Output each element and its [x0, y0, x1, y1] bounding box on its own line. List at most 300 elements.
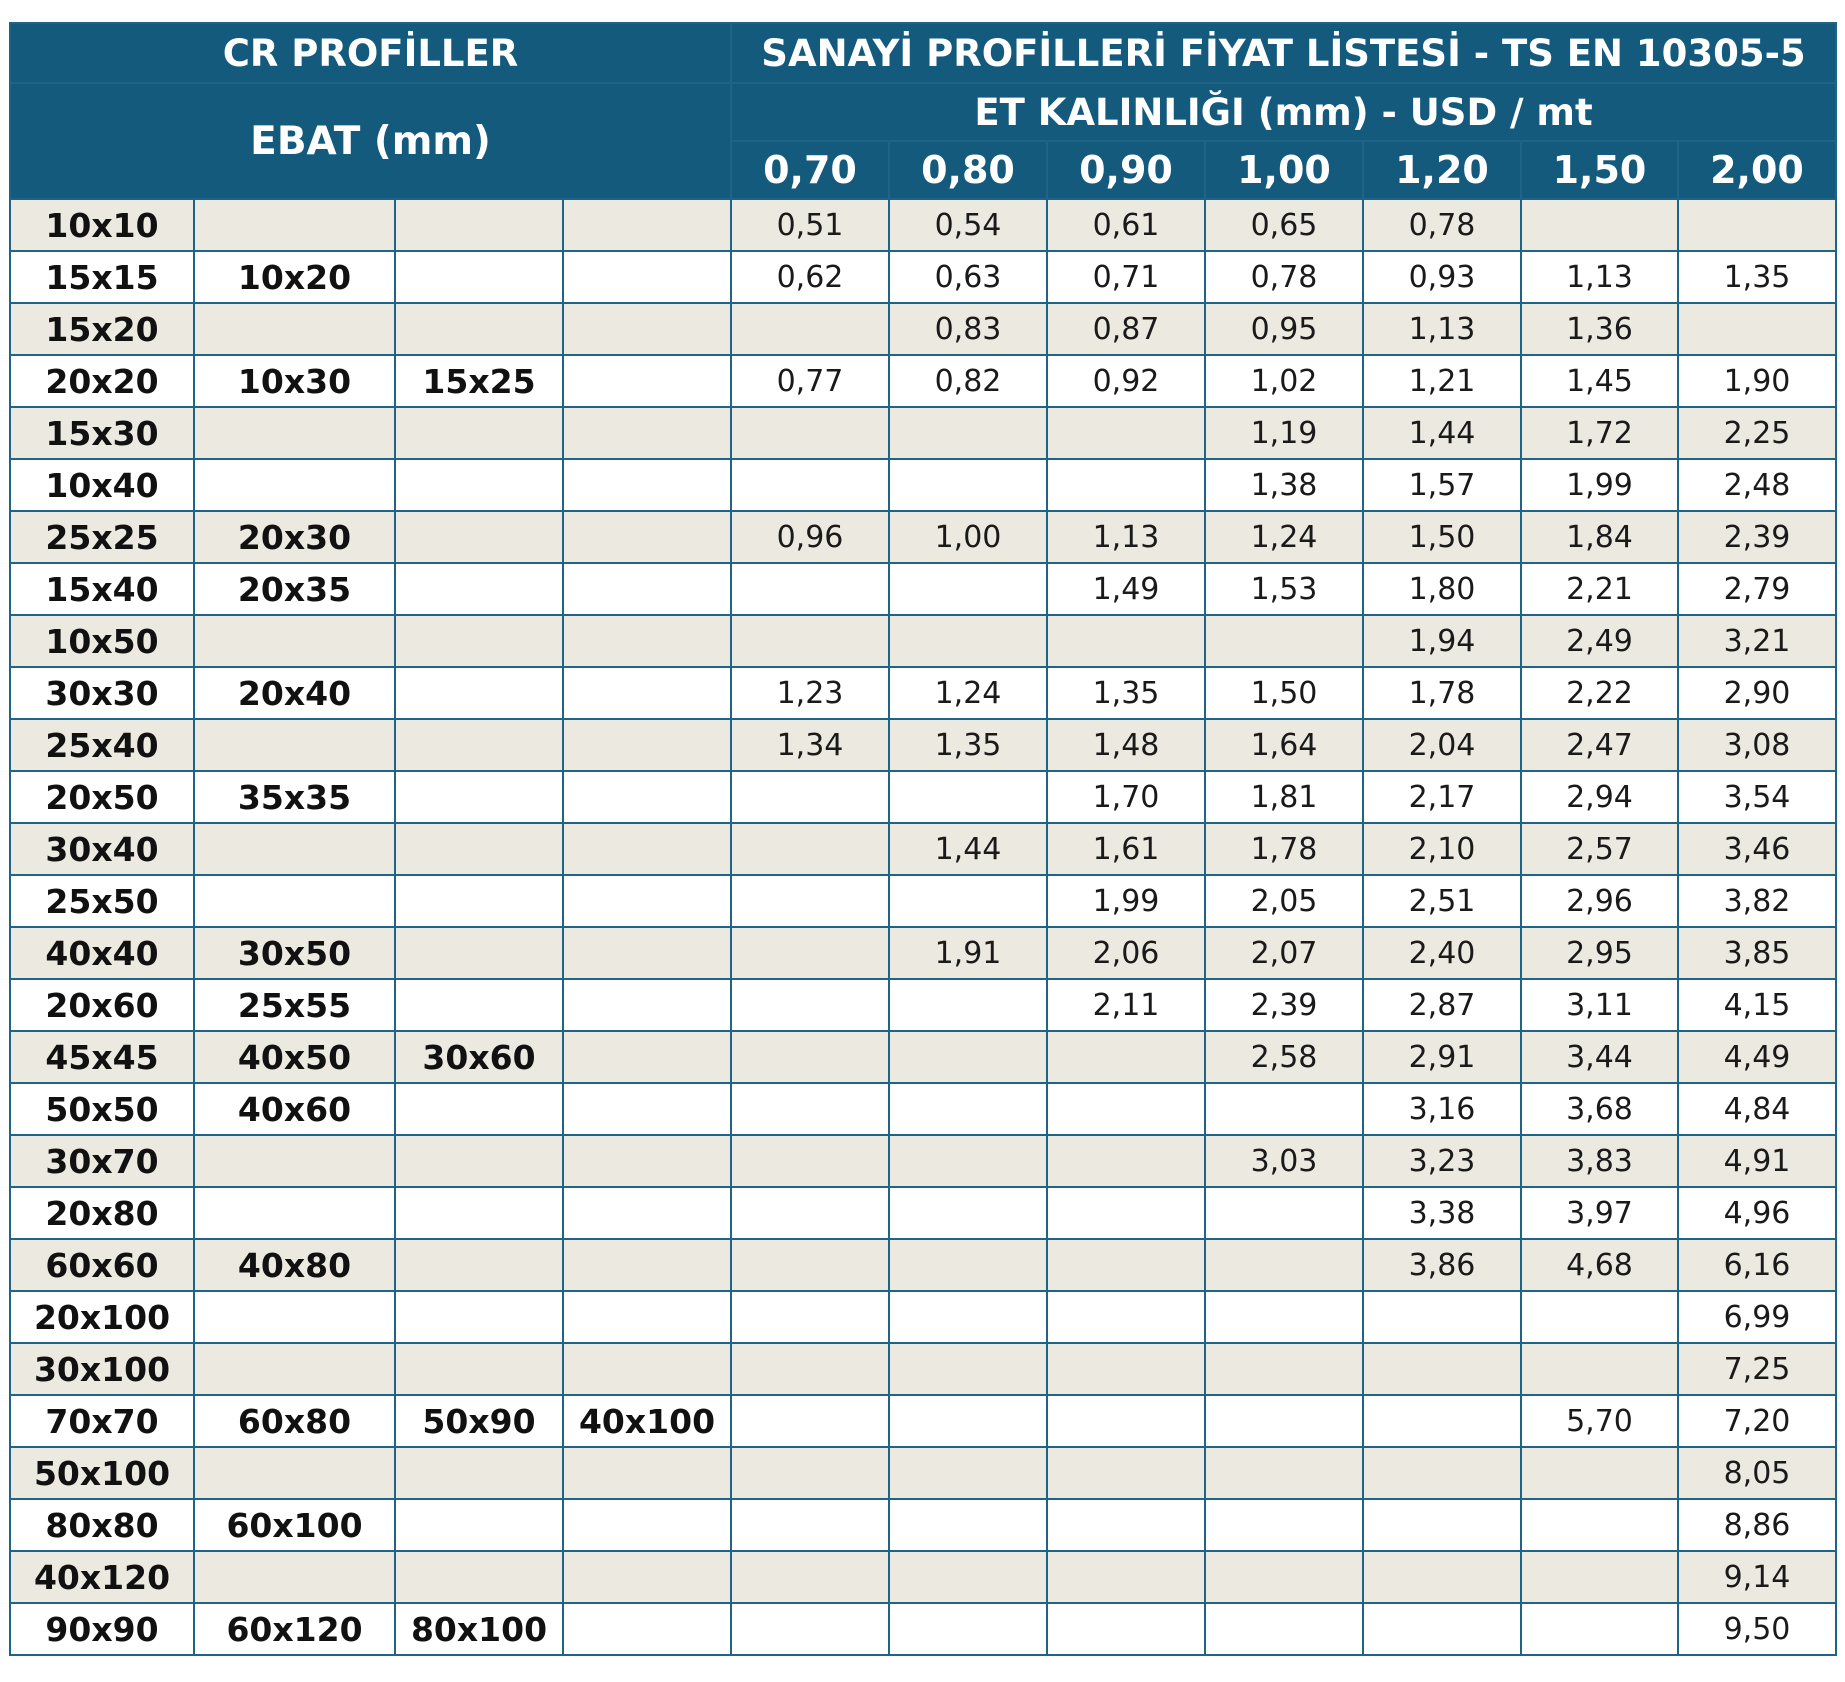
price-cell [1047, 615, 1205, 667]
price-cell: 3,03 [1205, 1135, 1363, 1187]
price-cell [1047, 407, 1205, 459]
size-cell [563, 511, 731, 563]
table-row [10, 927, 1836, 979]
table-row [10, 1239, 1836, 1291]
price-cell: 0,61 [1047, 199, 1205, 251]
price-cell [1363, 1551, 1521, 1603]
price-cell: 2,47 [1521, 719, 1678, 771]
size-cell [563, 615, 731, 667]
price-cell [731, 563, 889, 615]
price-cell: 1,24 [889, 667, 1047, 719]
price-cell [731, 875, 889, 927]
price-cell: 2,95 [1521, 927, 1678, 979]
price-cell: 1,91 [889, 927, 1047, 979]
price-cell: 1,84 [1521, 511, 1678, 563]
price-cell: 2,79 [1678, 563, 1836, 615]
table-row [10, 563, 1836, 615]
size-cell [563, 1551, 731, 1603]
size-cell: 20x30 [194, 511, 395, 563]
price-cell [889, 1291, 1047, 1343]
size-cell [194, 1187, 395, 1239]
table-row [10, 199, 1836, 251]
price-cell [1205, 1083, 1363, 1135]
size-cell: 20x80 [10, 1187, 194, 1239]
price-cell: 2,58 [1205, 1031, 1363, 1083]
price-cell: 1,94 [1363, 615, 1521, 667]
price-cell [731, 979, 889, 1031]
price-cell: 1,90 [1678, 355, 1836, 407]
price-cell [1047, 1447, 1205, 1499]
price-cell [1363, 1343, 1521, 1395]
price-cell: 1,21 [1363, 355, 1521, 407]
price-cell: 2,06 [1047, 927, 1205, 979]
price-cell [889, 1603, 1047, 1655]
size-cell [395, 459, 563, 511]
price-cell: 3,44 [1521, 1031, 1678, 1083]
price-cell: 3,11 [1521, 979, 1678, 1031]
price-cell: 1,81 [1205, 771, 1363, 823]
table-row [10, 1551, 1836, 1603]
price-cell: 0,63 [889, 251, 1047, 303]
price-cell [731, 459, 889, 511]
price-cell [1047, 1551, 1205, 1603]
size-cell: 20x100 [10, 1291, 194, 1343]
price-cell [1047, 1031, 1205, 1083]
price-cell: 1,23 [731, 667, 889, 719]
price-cell: 3,16 [1363, 1083, 1521, 1135]
size-cell: 30x50 [194, 927, 395, 979]
price-cell: 2,87 [1363, 979, 1521, 1031]
size-cell: 10x20 [194, 251, 395, 303]
price-cell: 1,45 [1521, 355, 1678, 407]
price-cell [1363, 1291, 1521, 1343]
size-cell: 15x40 [10, 563, 194, 615]
size-cell [395, 1083, 563, 1135]
price-cell [889, 979, 1047, 1031]
size-cell [194, 199, 395, 251]
price-cell: 0,51 [731, 199, 889, 251]
price-cell: 7,25 [1678, 1343, 1836, 1395]
price-cell: 2,39 [1205, 979, 1363, 1031]
size-cell [563, 459, 731, 511]
size-cell [194, 1135, 395, 1187]
price-cell: 4,15 [1678, 979, 1836, 1031]
price-cell: 1,80 [1363, 563, 1521, 615]
table-row [10, 979, 1836, 1031]
size-cell: 40x40 [10, 927, 194, 979]
table-row [10, 511, 1836, 563]
price-cell: 1,36 [1521, 303, 1678, 355]
price-cell: 1,50 [1363, 511, 1521, 563]
price-cell [1363, 1603, 1521, 1655]
table-row [10, 823, 1836, 875]
price-cell [1047, 1135, 1205, 1187]
price-cell [1678, 303, 1836, 355]
price-cell [1363, 1395, 1521, 1447]
price-cell: 1,00 [889, 511, 1047, 563]
size-cell: 15x30 [10, 407, 194, 459]
price-cell [731, 1135, 889, 1187]
table-row [10, 1135, 1836, 1187]
size-cell: 30x30 [10, 667, 194, 719]
size-cell [563, 1031, 731, 1083]
size-cell [194, 407, 395, 459]
thickness-col-header: 0,70 [731, 141, 889, 199]
price-cell: 3,68 [1521, 1083, 1678, 1135]
price-cell: 1,44 [889, 823, 1047, 875]
price-cell: 8,05 [1678, 1447, 1836, 1499]
price-cell: 1,72 [1521, 407, 1678, 459]
size-cell [563, 875, 731, 927]
size-cell [563, 199, 731, 251]
price-list-table [9, 22, 1837, 1656]
price-cell [889, 407, 1047, 459]
thickness-col-header: 1,20 [1363, 141, 1521, 199]
price-cell [1521, 1447, 1678, 1499]
ebat-header: EBAT (mm) [10, 83, 731, 199]
price-cell [889, 1187, 1047, 1239]
price-cell [1047, 1291, 1205, 1343]
price-cell [1521, 1551, 1678, 1603]
price-cell: 0,82 [889, 355, 1047, 407]
price-cell [731, 771, 889, 823]
thickness-col-header: 1,00 [1205, 141, 1363, 199]
price-cell: 1,24 [1205, 511, 1363, 563]
size-cell [563, 355, 731, 407]
price-cell: 3,08 [1678, 719, 1836, 771]
price-cell: 1,44 [1363, 407, 1521, 459]
size-cell: 20x35 [194, 563, 395, 615]
price-cell [889, 563, 1047, 615]
price-cell: 2,21 [1521, 563, 1678, 615]
price-cell: 1,78 [1363, 667, 1521, 719]
price-cell: 2,48 [1678, 459, 1836, 511]
size-cell: 20x60 [10, 979, 194, 1031]
price-cell [1205, 1395, 1363, 1447]
price-cell: 4,68 [1521, 1239, 1678, 1291]
size-cell [395, 563, 563, 615]
size-cell: 10x50 [10, 615, 194, 667]
size-cell: 35x35 [194, 771, 395, 823]
size-cell [395, 407, 563, 459]
size-cell: 20x50 [10, 771, 194, 823]
price-cell: 2,90 [1678, 667, 1836, 719]
table-row [10, 1083, 1836, 1135]
price-list-title: SANAYİ PROFİLLERİ FİYAT LİSTESİ - TS EN 10305-5 [731, 23, 1836, 83]
size-cell: 60x100 [194, 1499, 395, 1551]
price-cell: 0,71 [1047, 251, 1205, 303]
size-cell [194, 875, 395, 927]
size-cell [395, 979, 563, 1031]
price-cell [1521, 1499, 1678, 1551]
price-cell [889, 1447, 1047, 1499]
price-cell: 1,99 [1047, 875, 1205, 927]
table-row [10, 459, 1836, 511]
size-cell [563, 251, 731, 303]
price-cell [1678, 199, 1836, 251]
table-row [10, 615, 1836, 667]
price-cell [731, 407, 889, 459]
size-cell [194, 719, 395, 771]
price-cell [1205, 1187, 1363, 1239]
size-cell [563, 1187, 731, 1239]
size-cell: 40x60 [194, 1083, 395, 1135]
price-cell: 0,62 [731, 251, 889, 303]
price-cell: 0,87 [1047, 303, 1205, 355]
table-row [10, 251, 1836, 303]
price-cell [1205, 615, 1363, 667]
price-cell [889, 1499, 1047, 1551]
thickness-col-header: 0,80 [889, 141, 1047, 199]
price-cell: 8,86 [1678, 1499, 1836, 1551]
size-cell [563, 823, 731, 875]
table-row [10, 355, 1836, 407]
size-cell [395, 1343, 563, 1395]
price-cell [889, 771, 1047, 823]
size-cell [563, 1083, 731, 1135]
size-cell: 30x70 [10, 1135, 194, 1187]
price-cell [731, 823, 889, 875]
price-cell: 6,99 [1678, 1291, 1836, 1343]
size-cell [395, 251, 563, 303]
size-cell: 50x100 [10, 1447, 194, 1499]
price-cell: 2,51 [1363, 875, 1521, 927]
price-cell [889, 1395, 1047, 1447]
table-row [10, 667, 1836, 719]
price-cell: 3,86 [1363, 1239, 1521, 1291]
price-cell: 1,02 [1205, 355, 1363, 407]
price-cell [889, 459, 1047, 511]
size-cell: 60x120 [194, 1603, 395, 1655]
price-cell [1047, 1239, 1205, 1291]
price-cell [1047, 1187, 1205, 1239]
size-cell [563, 407, 731, 459]
size-cell: 45x45 [10, 1031, 194, 1083]
price-cell: 7,20 [1678, 1395, 1836, 1447]
price-cell: 1,35 [889, 719, 1047, 771]
price-cell: 1,78 [1205, 823, 1363, 875]
size-cell: 70x70 [10, 1395, 194, 1447]
price-cell [731, 1447, 889, 1499]
size-cell [395, 1239, 563, 1291]
size-cell: 60x60 [10, 1239, 194, 1291]
size-cell [395, 615, 563, 667]
table-row [10, 875, 1836, 927]
price-cell: 1,61 [1047, 823, 1205, 875]
price-cell [1521, 199, 1678, 251]
price-cell: 2,07 [1205, 927, 1363, 979]
table-row [10, 1499, 1836, 1551]
size-cell: 25x50 [10, 875, 194, 927]
price-cell [1205, 1551, 1363, 1603]
price-cell [1205, 1291, 1363, 1343]
size-cell: 20x20 [10, 355, 194, 407]
price-cell: 1,13 [1047, 511, 1205, 563]
size-cell [395, 1499, 563, 1551]
price-cell: 9,14 [1678, 1551, 1836, 1603]
price-cell [731, 1187, 889, 1239]
size-cell [563, 1603, 731, 1655]
size-cell [194, 1447, 395, 1499]
price-cell [889, 875, 1047, 927]
size-cell [395, 199, 563, 251]
size-cell [563, 1343, 731, 1395]
price-cell [889, 1239, 1047, 1291]
size-cell: 50x50 [10, 1083, 194, 1135]
price-cell: 1,34 [731, 719, 889, 771]
table-row [10, 1291, 1836, 1343]
size-cell: 90x90 [10, 1603, 194, 1655]
table-row [10, 1603, 1836, 1655]
size-cell [194, 615, 395, 667]
price-cell: 2,04 [1363, 719, 1521, 771]
price-cell [1047, 1343, 1205, 1395]
price-cell [1363, 1499, 1521, 1551]
price-cell [889, 615, 1047, 667]
size-cell [563, 1135, 731, 1187]
price-cell: 9,50 [1678, 1603, 1836, 1655]
price-cell: 3,85 [1678, 927, 1836, 979]
price-cell: 1,35 [1678, 251, 1836, 303]
price-cell: 0,77 [731, 355, 889, 407]
price-cell: 1,19 [1205, 407, 1363, 459]
size-cell: 80x100 [395, 1603, 563, 1655]
size-cell: 25x55 [194, 979, 395, 1031]
size-cell: 10x30 [194, 355, 395, 407]
price-cell: 3,83 [1521, 1135, 1678, 1187]
price-cell [731, 1395, 889, 1447]
size-cell [395, 511, 563, 563]
size-cell [395, 1291, 563, 1343]
price-cell [731, 1031, 889, 1083]
price-cell: 3,97 [1521, 1187, 1678, 1239]
price-cell: 1,50 [1205, 667, 1363, 719]
thickness-header: ET KALINLIĞI (mm) - USD / mt [731, 83, 1836, 141]
size-cell [395, 927, 563, 979]
price-cell [731, 1343, 889, 1395]
size-cell [563, 979, 731, 1031]
size-cell: 80x80 [10, 1499, 194, 1551]
size-cell [194, 1291, 395, 1343]
price-cell [731, 927, 889, 979]
size-cell [395, 823, 563, 875]
price-cell: 0,92 [1047, 355, 1205, 407]
price-cell: 4,84 [1678, 1083, 1836, 1135]
size-cell [194, 1551, 395, 1603]
price-cell: 1,70 [1047, 771, 1205, 823]
price-cell [731, 1551, 889, 1603]
price-cell [1205, 1447, 1363, 1499]
size-cell: 50x90 [395, 1395, 563, 1447]
price-cell: 1,99 [1521, 459, 1678, 511]
price-cell: 0,78 [1363, 199, 1521, 251]
table-row [10, 1031, 1836, 1083]
size-cell [563, 927, 731, 979]
price-cell: 2,39 [1678, 511, 1836, 563]
size-cell: 60x80 [194, 1395, 395, 1447]
price-cell [1047, 1083, 1205, 1135]
size-cell: 20x40 [194, 667, 395, 719]
size-cell [395, 771, 563, 823]
table-row [10, 771, 1836, 823]
thickness-col-header: 0,90 [1047, 141, 1205, 199]
size-cell: 40x80 [194, 1239, 395, 1291]
price-cell [1521, 1291, 1678, 1343]
price-cell: 2,11 [1047, 979, 1205, 1031]
table-row [10, 407, 1836, 459]
thickness-col-header: 1,50 [1521, 141, 1678, 199]
size-cell [395, 875, 563, 927]
cr-profiller-title: CR PROFİLLER [10, 23, 731, 83]
price-cell [1205, 1499, 1363, 1551]
price-cell: 0,96 [731, 511, 889, 563]
size-cell [194, 823, 395, 875]
price-cell [731, 303, 889, 355]
size-cell [395, 1447, 563, 1499]
price-cell [1363, 1447, 1521, 1499]
size-cell: 30x40 [10, 823, 194, 875]
price-cell: 0,83 [889, 303, 1047, 355]
table-row [10, 303, 1836, 355]
size-cell [563, 771, 731, 823]
price-cell: 3,82 [1678, 875, 1836, 927]
size-cell: 25x25 [10, 511, 194, 563]
size-cell [563, 1239, 731, 1291]
price-cell [1205, 1603, 1363, 1655]
size-cell [194, 1343, 395, 1395]
size-cell [563, 719, 731, 771]
price-cell: 4,91 [1678, 1135, 1836, 1187]
price-cell [889, 1083, 1047, 1135]
price-cell: 1,48 [1047, 719, 1205, 771]
table-row [10, 1187, 1836, 1239]
size-cell: 10x10 [10, 199, 194, 251]
price-cell: 2,40 [1363, 927, 1521, 979]
size-cell [563, 1499, 731, 1551]
price-cell: 3,21 [1678, 615, 1836, 667]
size-cell: 25x40 [10, 719, 194, 771]
price-cell [889, 1135, 1047, 1187]
price-cell: 2,22 [1521, 667, 1678, 719]
price-cell: 2,17 [1363, 771, 1521, 823]
size-cell [563, 667, 731, 719]
price-cell [1205, 1343, 1363, 1395]
price-cell [731, 1083, 889, 1135]
price-cell [1047, 1603, 1205, 1655]
price-cell: 2,96 [1521, 875, 1678, 927]
price-cell: 2,57 [1521, 823, 1678, 875]
price-cell: 3,54 [1678, 771, 1836, 823]
price-cell [1047, 1499, 1205, 1551]
price-cell: 1,13 [1521, 251, 1678, 303]
table-row [10, 1395, 1836, 1447]
size-cell [395, 303, 563, 355]
size-cell [563, 1447, 731, 1499]
size-cell: 30x60 [395, 1031, 563, 1083]
size-cell [194, 459, 395, 511]
price-cell [731, 1603, 889, 1655]
size-cell [563, 303, 731, 355]
size-cell: 40x100 [563, 1395, 731, 1447]
size-cell [395, 1135, 563, 1187]
price-cell [731, 1499, 889, 1551]
size-cell [563, 563, 731, 615]
size-cell [395, 1187, 563, 1239]
price-cell [889, 1343, 1047, 1395]
price-cell: 2,10 [1363, 823, 1521, 875]
size-cell [563, 1291, 731, 1343]
price-cell: 3,46 [1678, 823, 1836, 875]
